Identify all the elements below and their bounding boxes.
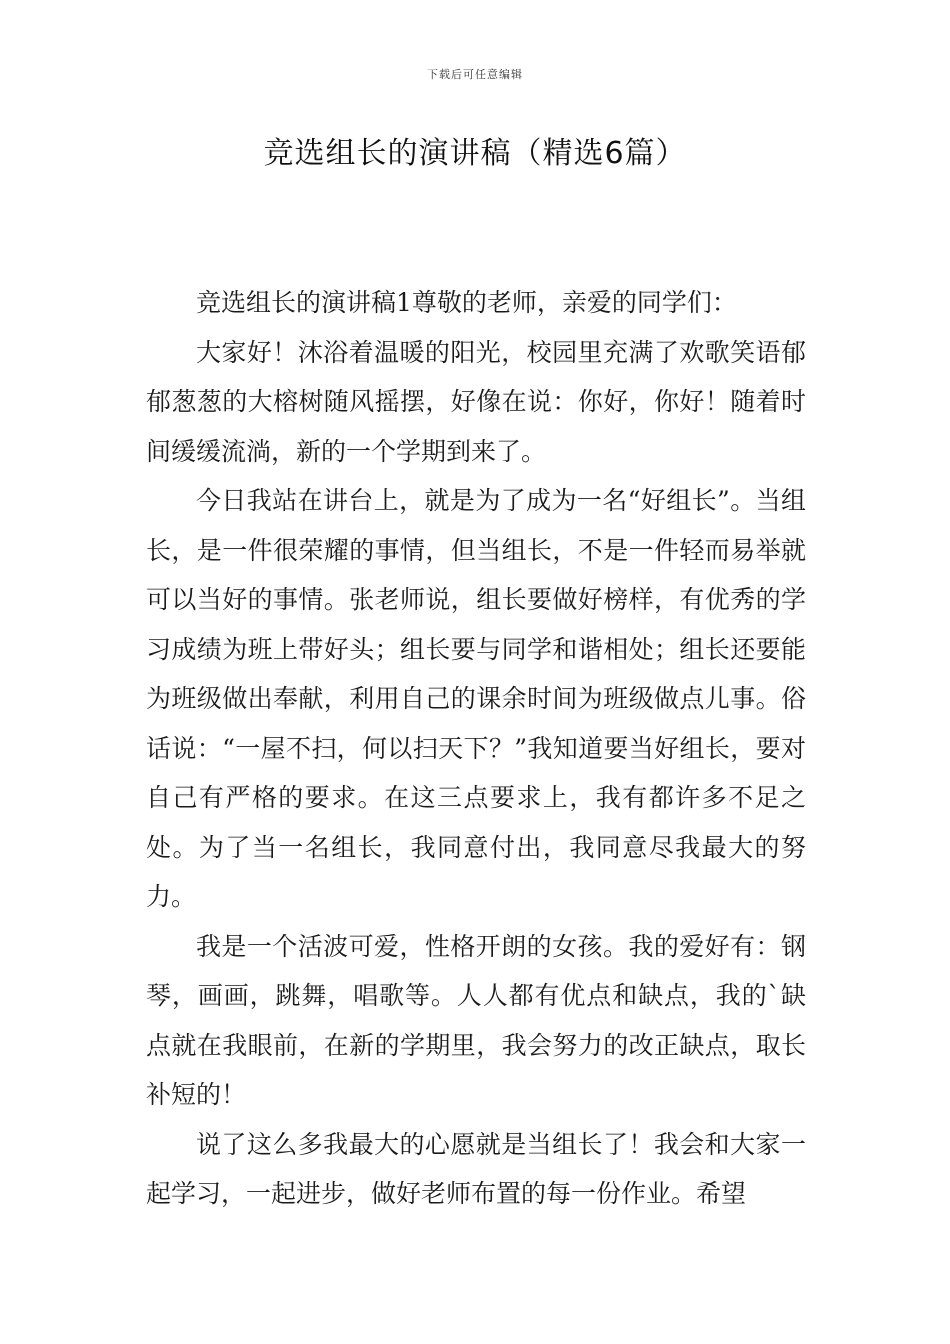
paragraph-salutation: 竞选组长的演讲稿1尊敬的老师，亲爱的同学们： [196,288,737,317]
header-note: 下载后可任意编辑 [427,68,523,81]
paragraph-goal: 今日我站在讲台上，就是为了成为一名“好组长”。当组长，是一件很荣耀的事情，但当组长，不是一件轻而易举就可以当好的事情。张老师说，组长要做好榜样，有优秀的学习成绩为班上带好头；组长要与同学和谐相处；组长还要能为班级做出奉献，利用自己的课余时间为班级做点儿事。俗话说：“一屋不扫，何以扫天下？”我知道要当好组长，要对自己有严格的要求。在这三点要求上，我有都许多不足之处。为了当一名组长，我同意付出，我同意尽我最大的努力。 [146,486,806,911]
paragraph-wish: 说了这么多我最大的心愿就是当组长了！我会和大家一起学习，一起进步，做好老师布置的每一份作业。希望 [146,1129,806,1208]
paragraph-greeting: 大家好！沐浴着温暖的阳光，校园里充满了欢歌笑语郁郁葱葱的大榕树随风摇摆，好像在说：你好，你好！随着时间缓缓流淌，新的一个学期到来了。 [146,337,806,466]
document-title: 竞选组长的演讲稿（精选6篇） [263,136,687,171]
paragraph-self-intro: 我是一个活波可爱，性格开朗的女孩。我的爱好有：钢琴，画画，跳舞，唱歌等。人人都有优点和缺点，我的`缺点就在我眼前，在新的学期里，我会努力的改正缺点，取长补短的！ [146,931,806,1109]
document-body [146,278,806,1219]
